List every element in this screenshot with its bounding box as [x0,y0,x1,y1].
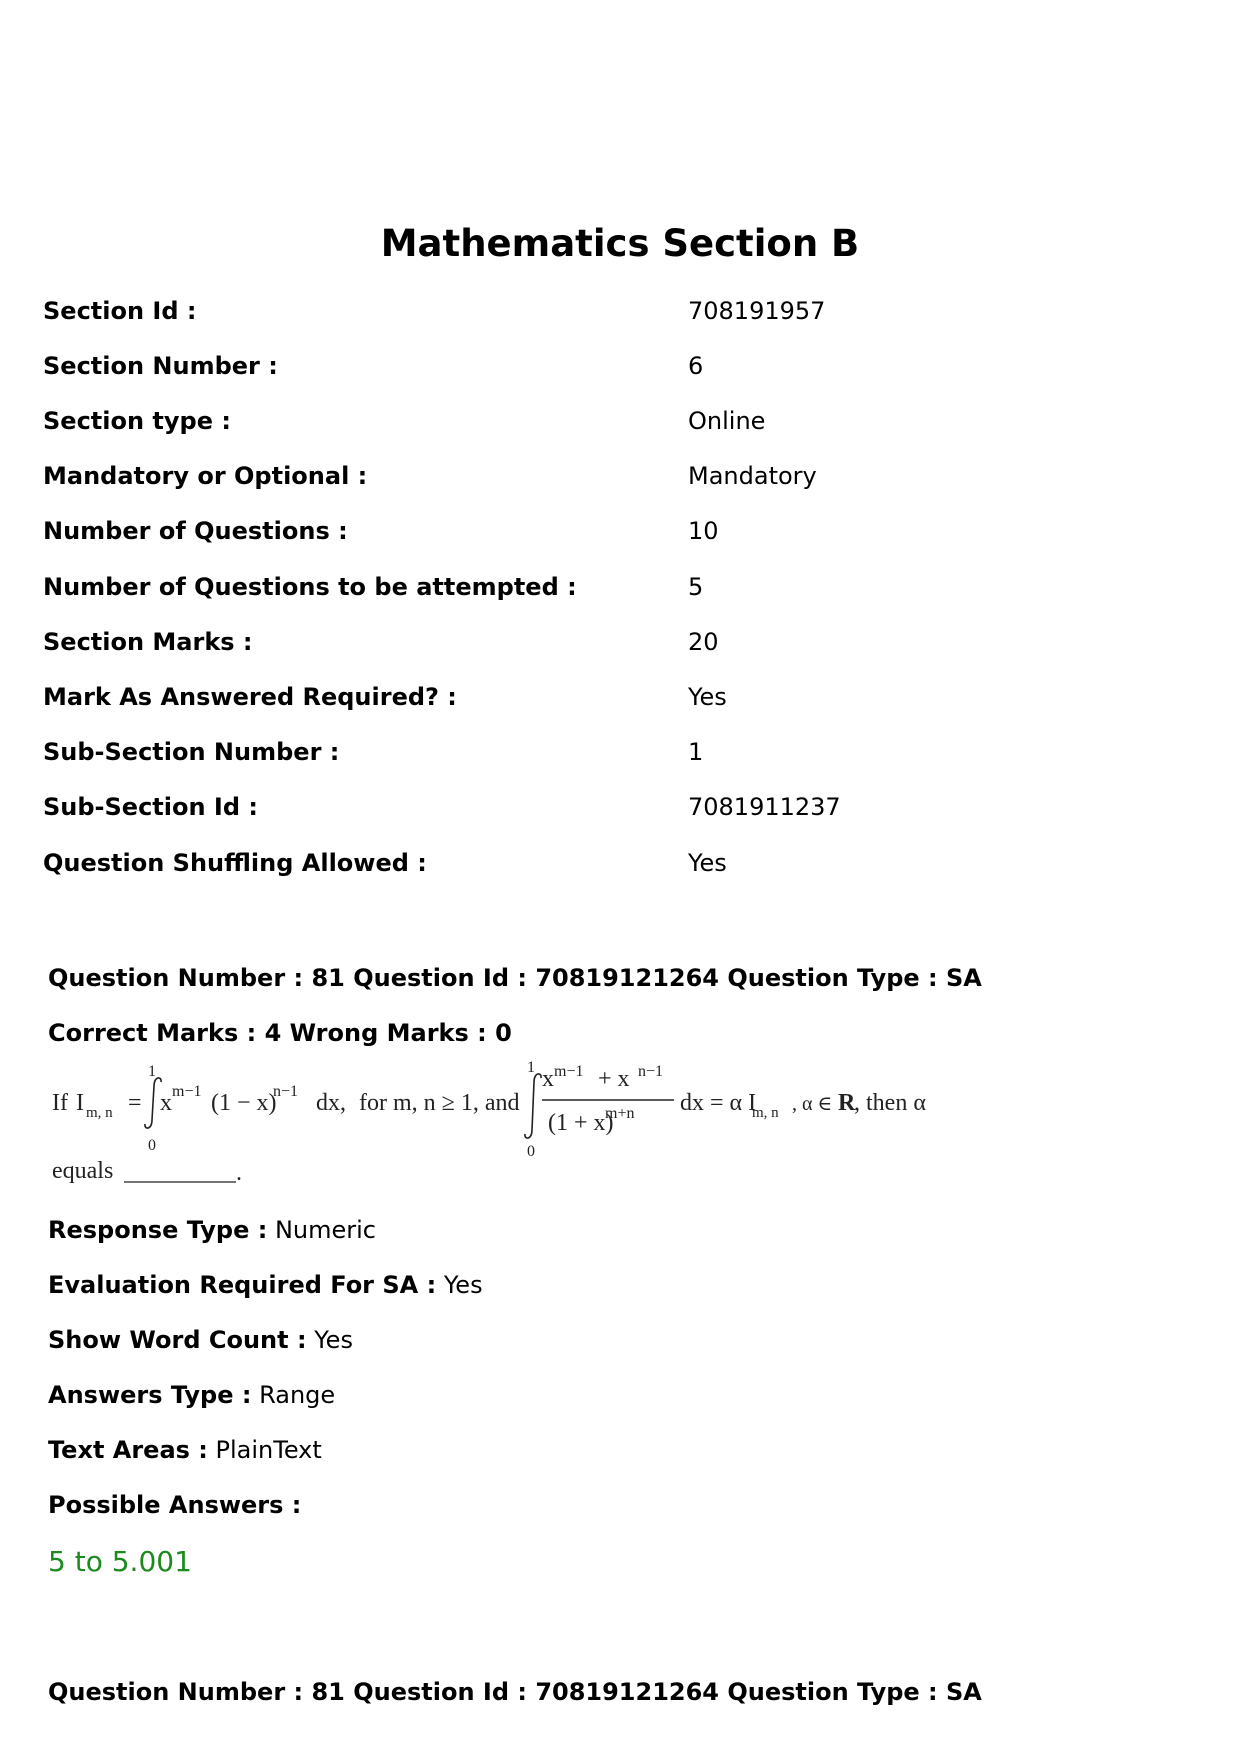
meta-value: Yes [688,683,727,711]
math-equals: = [128,1090,142,1116]
meta-row-questions-to-attempt [43,572,1193,602]
int1-x: x [160,1090,172,1116]
meta-value: 20 [688,628,719,656]
meta-value: 6 [688,352,704,380]
detail-value: Range [259,1381,336,1409]
detail-label: Evaluation Required For SA : [48,1271,437,1299]
meta-value: 5 [688,573,704,601]
meta-label: Section type : [43,407,231,435]
denominator: (1 + x) [548,1110,614,1136]
detail-answers-type [48,1380,335,1410]
detail-label: Answers Type : [48,1381,252,1409]
num-exp1: m−1 [554,1063,584,1080]
meta-label: Mark As Answered Required? : [43,683,457,711]
meta-row-question-shuffling [43,848,1193,878]
meta-value: Yes [688,849,727,877]
rhs-r: R [838,1090,856,1116]
blank-end: . [236,1160,242,1186]
math-i-sub: m, n [86,1105,113,1121]
meta-label: Number of Questions to be attempted : [43,573,577,601]
meta-row-section-type [43,406,1193,436]
meta-row-mandatory [43,461,1193,491]
int1-dx: dx, [316,1090,346,1116]
detail-value: Yes [314,1326,353,1354]
int1-exp2: n−1 [273,1083,299,1100]
math-condition: for m, n ≥ 1, and [359,1090,520,1116]
math-i: I [76,1090,84,1116]
meta-value: 7081911237 [688,793,841,821]
math-equals-word: equals [52,1158,114,1184]
meta-label: Section Number : [43,352,278,380]
detail-label: Response Type : [48,1216,268,1244]
num-exp2: n−1 [638,1063,664,1080]
question-header: Question Number : 81 Question Id : 70819121264 Question Type : SA [48,964,982,992]
integral-sign-1 [145,1078,161,1128]
num-x1: x [542,1066,554,1092]
question-marks: Correct Marks : 4 Wrong Marks : 0 [48,1019,512,1047]
meta-label: Sub-Section Number : [43,738,340,766]
int1-upper: 1 [148,1063,156,1080]
meta-row-section-id [43,296,1193,326]
meta-label: Section Marks : [43,628,253,656]
meta-label: Question Shuffling Allowed : [43,849,427,877]
math-if: If [52,1090,68,1116]
int2-lower: 0 [527,1143,535,1160]
rhs-sub: m, n [752,1105,779,1121]
possible-answers-label: Possible Answers : [48,1491,302,1519]
meta-label: Sub-Section Id : [43,793,258,821]
meta-row-sub-section-id [43,792,1193,822]
integral-sign-2 [525,1074,541,1138]
possible-answer: 5 to 5.001 [48,1545,192,1578]
meta-row-section-marks [43,627,1193,657]
meta-label: Section Id : [43,297,197,325]
meta-value: Mandatory [688,462,817,490]
num-plus: + x [598,1066,630,1092]
detail-text-areas [48,1435,322,1465]
meta-value: Online [688,407,766,435]
detail-show-word-count [48,1325,353,1355]
int1-lower: 0 [148,1137,156,1154]
den-exp: m+n [605,1105,635,1122]
int2-upper: 1 [527,1059,535,1076]
meta-value: 1 [688,738,704,766]
detail-value: PlainText [215,1436,322,1464]
meta-row-section-number [43,351,1193,381]
detail-label: Show Word Count : [48,1326,307,1354]
rhs: dx = α I [680,1090,757,1116]
meta-row-mark-as-answered [43,682,1193,712]
meta-value: 708191957 [688,297,826,325]
detail-label: Text Areas : [48,1436,208,1464]
next-question-header: Question Number : 81 Question Id : 70819121264 Question Type : SA [48,1678,982,1706]
meta-label: Number of Questions : [43,517,348,545]
meta-row-number-of-questions [43,516,1193,546]
meta-row-sub-section-number [43,737,1193,767]
rhs-then: , then α [854,1090,926,1116]
question-image [48,1058,948,1196]
page-title: Mathematics Section B [380,222,860,265]
meta-value: 10 [688,517,719,545]
detail-response-type [48,1215,376,1245]
meta-label: Mandatory or Optional : [43,462,368,490]
int1-factor: (1 − x) [211,1090,277,1116]
int1-exp1: m−1 [172,1083,202,1100]
detail-evaluation-required [48,1270,483,1300]
detail-value: Yes [443,1271,483,1299]
rhs-tail: , α ∈ [792,1093,833,1115]
detail-value: Numeric [274,1216,376,1244]
